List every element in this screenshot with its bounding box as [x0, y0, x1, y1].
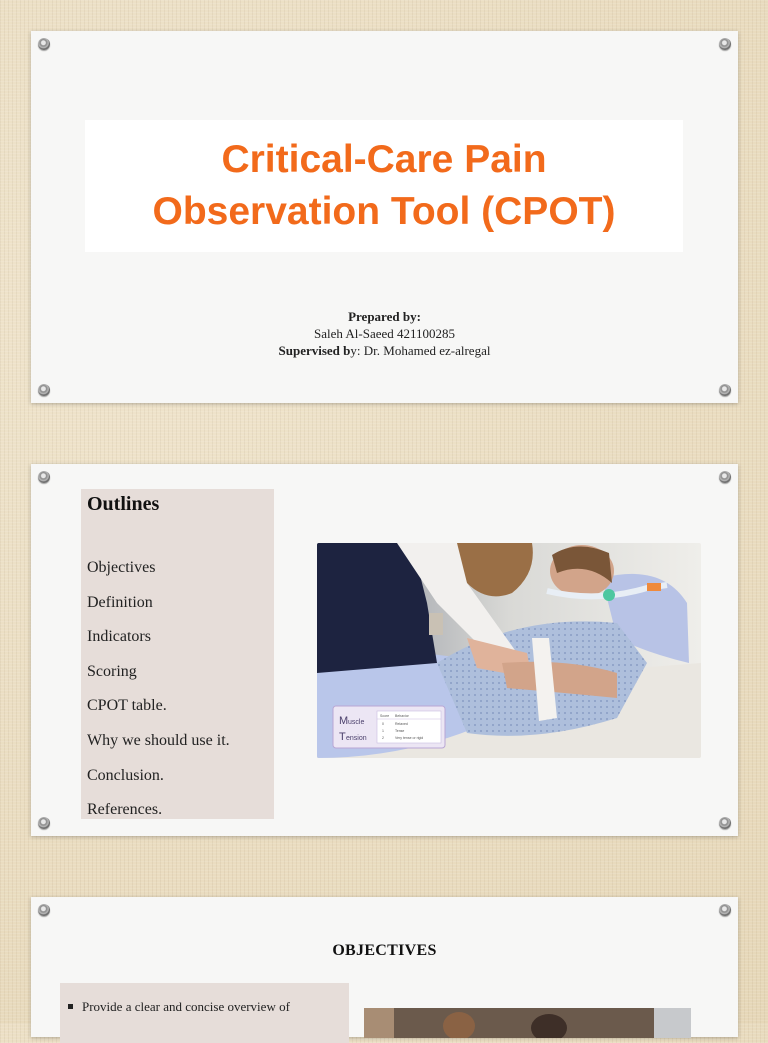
- title-line-2: Observation Tool (CPOT): [152, 190, 616, 233]
- prepared-name: Saleh Al-Saeed 421100285: [313, 326, 456, 341]
- list-item: Objectives: [87, 559, 156, 576]
- pin-icon: [38, 471, 50, 483]
- objectives-photo: [364, 1008, 691, 1038]
- list-item: References.: [87, 801, 163, 819]
- photo-label-rest-2: ension: [346, 735, 367, 742]
- photo-label-rest-1: uscle: [348, 719, 365, 726]
- pin-icon: [719, 384, 731, 396]
- outlines-slide: [31, 464, 738, 836]
- pin-icon: [719, 904, 731, 916]
- pin-icon: [719, 471, 731, 483]
- objective-text: Provide a clear and concise overview of: [82, 999, 290, 1014]
- photo-col-descriptor: Behavior: [395, 714, 409, 718]
- objectives-box: [60, 983, 349, 1043]
- photo-row-label: Very tense or rigid: [395, 736, 424, 740]
- photo-row-label: Relaxed: [395, 722, 408, 726]
- outline-heading: Outlines: [87, 493, 160, 515]
- photo-row-value: 0: [382, 722, 384, 726]
- photo-col-score: Score: [380, 714, 390, 718]
- photo-label-initial-2: T: [339, 731, 346, 743]
- pin-icon: [38, 384, 50, 396]
- title-banner: [85, 120, 683, 252]
- photo-row-value: 2: [382, 736, 384, 740]
- title-line-1: Critical-Care Pain: [221, 138, 547, 181]
- list-item: Why we should use it.: [87, 731, 230, 749]
- pin-icon: [38, 38, 50, 50]
- pin-icon: [38, 817, 50, 829]
- pin-icon: [38, 904, 50, 916]
- photo-row-label: Tense: [395, 729, 405, 733]
- photo-label-initial-1: M: [339, 715, 349, 727]
- pin-icon: [719, 817, 731, 829]
- supervised-label: Supervised b: [278, 343, 351, 358]
- credits: [31, 308, 738, 359]
- supervised-line: [31, 342, 738, 359]
- pin-icon: [719, 38, 731, 50]
- list-item: [68, 999, 290, 1015]
- list-item: Indicators: [87, 628, 151, 646]
- objectives-heading: OBJECTIVES: [332, 942, 437, 959]
- photo-row-value: 1: [382, 729, 384, 733]
- patient-photo: [317, 543, 701, 758]
- square-bullet-icon: [68, 1004, 73, 1009]
- list-item: Conclusion.: [87, 766, 164, 784]
- list-item: Definition: [87, 593, 153, 611]
- list-item: Scoring: [87, 662, 137, 680]
- outline-box: [81, 489, 274, 819]
- objectives-slide: [31, 897, 738, 1037]
- prepared-label: Prepared by:: [348, 309, 421, 324]
- list-item: CPOT table.: [87, 697, 167, 715]
- outline-list: [87, 551, 230, 828]
- title-slide: [31, 31, 738, 403]
- supervised-label-rest: y: [350, 343, 357, 358]
- supervised-name: : Dr. Mohamed ez-alregal: [356, 343, 491, 358]
